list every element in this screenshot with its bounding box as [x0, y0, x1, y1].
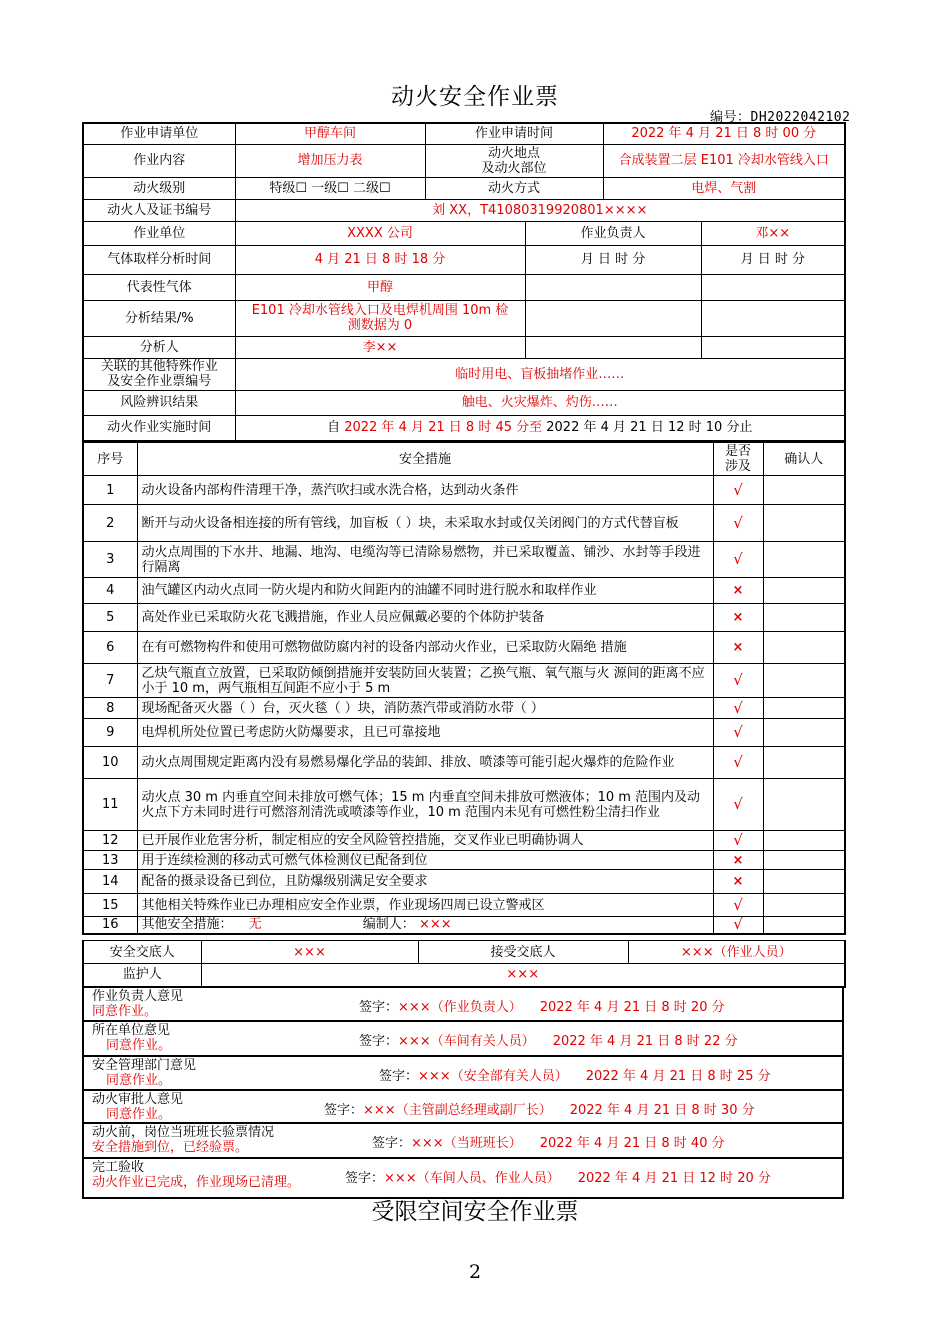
- measure-text: 动火点周围规定距离内没有易燃易爆化学品的装卸、排放、喷漆等可能引起火爆炸的危险作业: [137, 747, 713, 779]
- measure-no: 10: [83, 747, 137, 779]
- opinion-label: 完工验收: [92, 1160, 145, 1175]
- measure-confirm: [763, 664, 845, 698]
- receiver-label: 接受交底人: [418, 941, 628, 964]
- giver-label: 安全交底人: [83, 941, 201, 964]
- measure-text: 配备的摄录设备已到位，且防爆级别满足安全要求: [137, 870, 713, 894]
- opinion-block: [82, 1020, 844, 1057]
- level-label: 动火级别: [83, 177, 235, 199]
- page-number: 2: [468, 1261, 482, 1283]
- risk-value: 触电、火灾爆炸、灼伤……: [235, 390, 845, 415]
- period-to: 至: [529, 420, 547, 436]
- measure-confirm: [763, 476, 845, 505]
- opinion-block: [82, 1055, 844, 1091]
- opinion-value: 同意作业。: [106, 1073, 172, 1088]
- col-no-header: 序号: [83, 443, 137, 476]
- sample-time-3: 月 日 时 分: [701, 245, 845, 274]
- measure-no: 2: [83, 505, 137, 542]
- person-label: 动火人及证书编号: [83, 199, 235, 221]
- measure-involved-mark: √: [713, 698, 763, 719]
- table-row: [83, 894, 845, 917]
- opinion-label: 作业负责人意见: [92, 989, 184, 1004]
- measure-involved-mark: √: [713, 542, 763, 578]
- signature-label: 签字：: [324, 1103, 364, 1118]
- opinion-label: 动火审批人意见: [92, 1092, 184, 1107]
- measure-text: 电焊机所处位置已考虑防火防爆要求，且已可靠接地: [137, 719, 713, 747]
- gas-value: 甲醇: [235, 274, 525, 300]
- measure-confirm: [763, 831, 845, 851]
- table-row: [83, 747, 845, 779]
- signature-name: ×××（当班班长）: [411, 1136, 522, 1151]
- measure-text: 用于连续检测的移动式可燃气体检测仪已配备到位: [137, 851, 713, 870]
- document-number: 编号：DH2022042102: [710, 110, 851, 125]
- measure-no: 8: [83, 698, 137, 719]
- measure-involved-mark: ×: [713, 851, 763, 870]
- content-value: 增加压力表: [235, 144, 425, 177]
- related-value: 临时用电、盲板抽堵作业……: [235, 358, 845, 390]
- measure-text: 乙炔气瓶直立放置，已采取防倾倒措施并安装防回火装置；乙换气瓶、氧气瓶与火 源间的距离不应小于 10 m，两气瓶相互间距不应小于 5 m: [137, 664, 713, 698]
- measure-involved-mark: √: [713, 831, 763, 851]
- work-unit-value: XXXX 公司: [235, 221, 525, 245]
- guardian-label: 监护人: [83, 964, 201, 987]
- measure-no: 9: [83, 719, 137, 747]
- table-row: [83, 505, 845, 542]
- opinion-value: 同意作业。: [106, 1107, 172, 1122]
- row16-confirm: [763, 917, 845, 934]
- measure-confirm: [763, 779, 845, 831]
- opinion-signature: [359, 1034, 738, 1049]
- work-unit-label: 作业单位: [83, 221, 235, 245]
- measure-text: 其他相关特殊作业已办理相应安全作业票，作业现场四周已设立警戒区: [137, 894, 713, 917]
- analyst-value-2: [525, 336, 701, 358]
- opinion-block: [82, 1122, 844, 1159]
- row16-text: [137, 917, 713, 934]
- measure-no: 1: [83, 476, 137, 505]
- measure-involved-mark: √: [713, 476, 763, 505]
- next-form-title: 受限空间安全作业票: [371, 1199, 579, 1225]
- gas-label: 代表性气体: [83, 274, 235, 300]
- method-value: 电焊、气割: [603, 177, 845, 199]
- measures-table: [82, 442, 846, 935]
- opinion-block: [82, 1089, 844, 1124]
- opinion-label: 动火前，岗位当班班长验票情况: [92, 1125, 275, 1140]
- signature-name: ×××（车间人员、作业人员）: [384, 1171, 560, 1186]
- measure-text: 动火点周围的下水井、地漏、地沟、电缆沟等已清除易燃物，并已采取覆盖、铺沙、水封等手段进行隔离: [137, 542, 713, 578]
- sample-time-1: 4 月 21 日 8 时 18 分: [235, 245, 525, 274]
- col-measure-header: 安全措施: [137, 443, 713, 476]
- info-table: [82, 122, 846, 442]
- period-end: 2022 年 4 月 21 日 12 时 10 分止: [546, 420, 753, 436]
- opinion-block: [82, 986, 844, 1022]
- measure-no: 13: [83, 851, 137, 870]
- gas-value-3: [701, 274, 845, 300]
- receiver-value: ×××（作业人员）: [628, 941, 845, 964]
- measure-no: 7: [83, 664, 137, 698]
- measure-confirm: [763, 505, 845, 542]
- measure-confirm: [763, 578, 845, 604]
- method-label: 动火方式: [425, 177, 603, 199]
- signature-name: ×××（安全部有关人员）: [418, 1069, 568, 1084]
- measure-confirm: [763, 604, 845, 632]
- result-value-2: [525, 300, 701, 336]
- sample-time-label: 气体取样分析时间: [83, 245, 235, 274]
- result-value-3: [701, 300, 845, 336]
- table-row: [83, 604, 845, 632]
- location-value: 合成装置二层 E101 冷却水管线入口: [603, 144, 845, 177]
- signature-label: 签字：: [372, 1136, 412, 1151]
- measure-text: 动火设备内部构件清理干净，蒸汽吹扫或水洗合格，达到动火条件: [137, 476, 713, 505]
- opinion-signature: [345, 1171, 771, 1186]
- analyst-value-3: [701, 336, 845, 358]
- measure-text: 在有可燃物构件和使用可燃物做防腐内衬的设备内部动火作业，已采取防火隔绝 措施: [137, 632, 713, 664]
- measure-text: 高处作业已采取防火花飞溅措施，作业人员应佩戴必要的个体防护装备: [137, 604, 713, 632]
- row16-value: 无: [248, 917, 262, 933]
- apply-unit-value: 甲醇车间: [235, 123, 425, 144]
- row16-mark: √: [713, 917, 763, 934]
- signature-name: ×××（主管副总经理或副厂长）: [363, 1103, 552, 1118]
- row16-author-label: 编制人：: [362, 917, 415, 933]
- measure-text: 已开展作业危害分析，制定相应的安全风险管控措施，交叉作业已明确协调人: [137, 831, 713, 851]
- person-value: 刘 XX，T41080319920801××××: [235, 199, 845, 221]
- page-title: 动火安全作业票: [391, 84, 559, 110]
- opinion-label: 安全管理部门意见: [92, 1058, 197, 1073]
- apply-time-value: 2022 年 4 月 21 日 8 时 00 分: [603, 123, 845, 144]
- period-label: 动火作业实施时间: [83, 415, 235, 441]
- measure-text: 断开与动火设备相连接的所有管线，加盲板（ ）块，未采取水封或仅关闭阀门的方式代替盲板: [137, 505, 713, 542]
- signature-date: 2022 年 4 月 21 日 12 时 20 分: [577, 1171, 771, 1186]
- measure-confirm: [763, 698, 845, 719]
- measure-confirm: [763, 542, 845, 578]
- table-row: [83, 476, 845, 505]
- table-row: [83, 719, 845, 747]
- opinion-signature: [324, 1103, 755, 1118]
- measure-text: 现场配备灭火器（ ）台，灭火毯（ ）块，消防蒸汽带或消防水带（ ）: [137, 698, 713, 719]
- apply-time-label: 作业申请时间: [425, 123, 603, 144]
- signature-name: ×××（车间有关人员）: [398, 1034, 535, 1049]
- signature-date: 2022 年 4 月 21 日 8 时 30 分: [569, 1103, 755, 1118]
- measure-involved-mark: √: [713, 505, 763, 542]
- location-label: 动火地点 及动火部位: [425, 144, 603, 177]
- signature-date: 2022 年 4 月 21 日 8 时 22 分: [552, 1034, 738, 1049]
- measure-involved-mark: ×: [713, 870, 763, 894]
- table-row: [83, 664, 845, 698]
- signature-label: 签字：: [359, 1034, 399, 1049]
- measure-text: 油气罐区内动火点同一防火堤内和防火间距内的油罐不同时进行脱水和取样作业: [137, 578, 713, 604]
- gas-value-2: [525, 274, 701, 300]
- signature-label: 签字：: [379, 1069, 419, 1084]
- analyst-value: 李××: [235, 336, 525, 358]
- measure-involved-mark: √: [713, 664, 763, 698]
- measure-confirm: [763, 851, 845, 870]
- measure-confirm: [763, 747, 845, 779]
- analyst-label: 分析人: [83, 336, 235, 358]
- table-row: [83, 542, 845, 578]
- leader-label: 作业负责人: [525, 221, 701, 245]
- signature-name: ×××（作业负责人）: [398, 1000, 522, 1015]
- table-row: [83, 632, 845, 664]
- related-label: 关联的其他特殊作业 及安全作业票编号: [83, 358, 235, 390]
- measure-confirm: [763, 719, 845, 747]
- opinion-signature: [359, 1000, 725, 1015]
- result-value: E101 冷却水管线入口及电焊机周围 10m 检测数据为 0: [235, 300, 525, 336]
- table-row: [83, 779, 845, 831]
- risk-label: 风险辨识结果: [83, 390, 235, 415]
- opinion-value: 动火作业已完成，作业现场已清理。: [92, 1175, 301, 1190]
- apply-unit-label: 作业申请单位: [83, 123, 235, 144]
- table-row: [83, 870, 845, 894]
- guardian-value: ×××: [201, 964, 845, 987]
- opinion-value: 安全措施到位，已经验票。: [92, 1140, 249, 1155]
- col-confirm-header: 确认人: [763, 443, 845, 476]
- period-start: 2022 年 4 月 21 日 8 时 45 分: [344, 420, 530, 436]
- opinion-value: 同意作业。: [106, 1038, 172, 1053]
- handover-table: [82, 940, 846, 988]
- opinion-value: 同意作业。: [92, 1004, 158, 1019]
- measure-confirm: [763, 894, 845, 917]
- col-involved-header: 是否 涉及: [713, 443, 763, 476]
- measure-no: 12: [83, 831, 137, 851]
- signature-label: 签字：: [359, 1000, 399, 1015]
- measure-no: 3: [83, 542, 137, 578]
- content-label: 作业内容: [83, 144, 235, 177]
- table-row: [83, 578, 845, 604]
- measure-confirm: [763, 870, 845, 894]
- measure-involved-mark: √: [713, 894, 763, 917]
- period-value: [235, 415, 845, 441]
- measure-involved-mark: ×: [713, 632, 763, 664]
- table-row: [83, 698, 845, 719]
- row16-label: 其他安全措施：: [141, 917, 233, 933]
- measure-no: 15: [83, 894, 137, 917]
- measure-involved-mark: ×: [713, 604, 763, 632]
- measure-no: 11: [83, 779, 137, 831]
- giver-value: ×××: [201, 941, 418, 964]
- measure-involved-mark: ×: [713, 578, 763, 604]
- measure-no: 14: [83, 870, 137, 894]
- measure-no: 4: [83, 578, 137, 604]
- measure-involved-mark: √: [713, 719, 763, 747]
- table-row: [83, 831, 845, 851]
- leader-value: 邓××: [701, 221, 845, 245]
- result-label: 分析结果/%: [83, 300, 235, 336]
- table-row: [83, 851, 845, 870]
- measure-text: 动火点 30 m 内垂直空间未排放可燃气体；15 m 内垂直空间未排放可燃液体；10 m 范围内及动火点下方未同时进行可燃溶剂清洗或喷漆等作业，10 m 范围内未见有可燃性粉尘清扫作业: [137, 779, 713, 831]
- row16-author: ×××: [418, 917, 452, 933]
- row16-no: 16: [83, 917, 137, 934]
- signature-date: 2022 年 4 月 21 日 8 时 40 分: [539, 1136, 725, 1151]
- sample-time-2: 月 日 时 分: [525, 245, 701, 274]
- measure-no: 5: [83, 604, 137, 632]
- measure-no: 6: [83, 632, 137, 664]
- measure-involved-mark: √: [713, 747, 763, 779]
- signature-label: 签字：: [345, 1171, 385, 1186]
- opinion-signature: [379, 1069, 771, 1084]
- signature-date: 2022 年 4 月 21 日 8 时 25 分: [585, 1069, 771, 1084]
- measure-confirm: [763, 632, 845, 664]
- signature-date: 2022 年 4 月 21 日 8 时 20 分: [539, 1000, 725, 1015]
- level-options: 特级☐ 一级☐ 二级☐: [235, 177, 425, 199]
- opinion-label: 所在单位意见: [92, 1023, 171, 1038]
- period-from: 自: [327, 420, 345, 436]
- opinion-signature: [372, 1136, 725, 1151]
- measure-involved-mark: √: [713, 779, 763, 831]
